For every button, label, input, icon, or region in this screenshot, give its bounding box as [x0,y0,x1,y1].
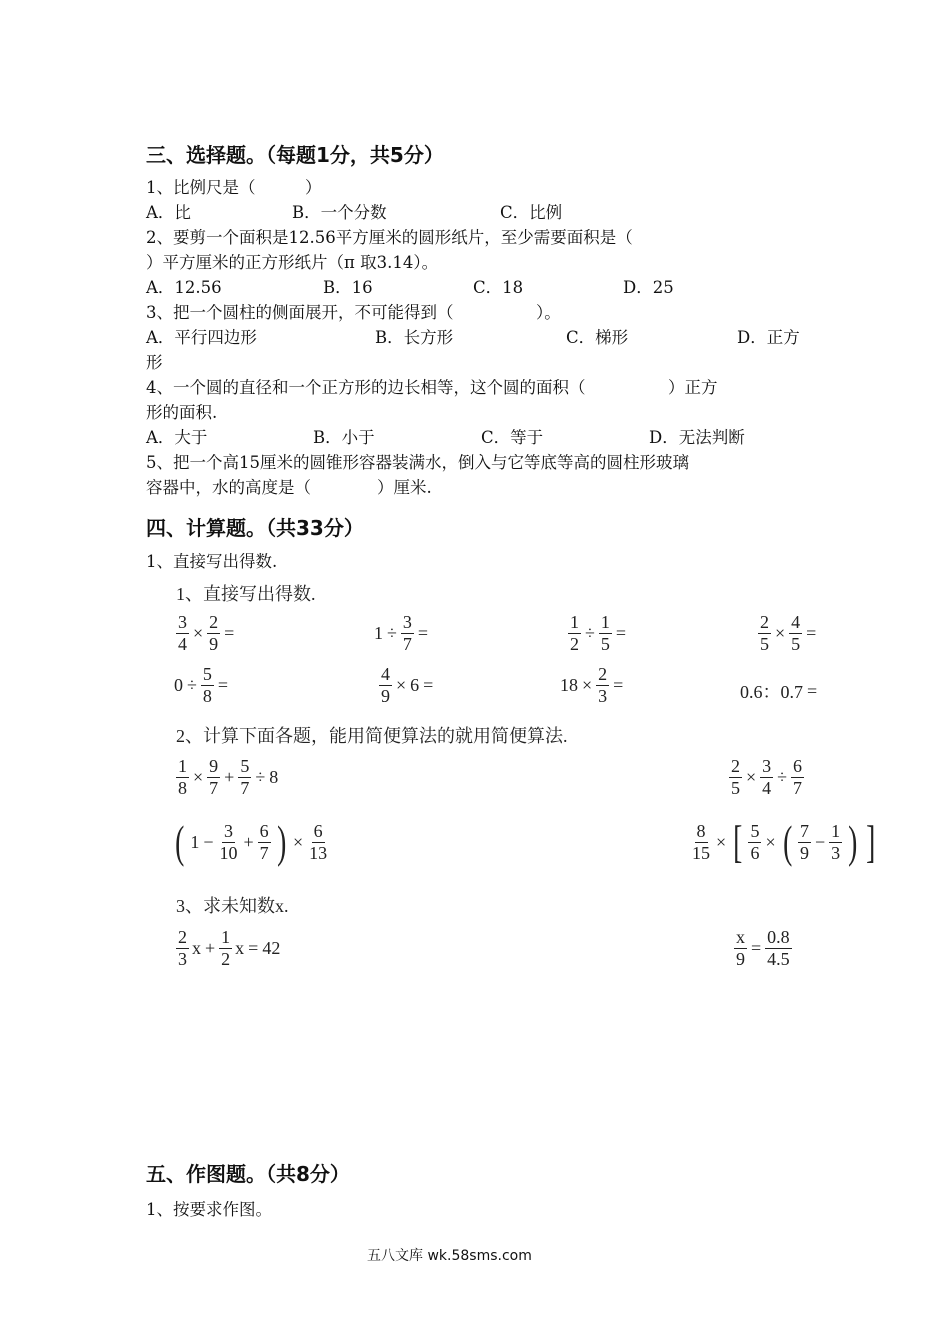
q2-option-d: D．25 [623,278,674,297]
q3-option-d-wrap: 形 [146,353,163,372]
fraction: $\frac{2}{3}$ [598,664,608,706]
right-bracket: ] [866,816,876,867]
q4-text-line1: 4、一个圆的直径和一个正方形的边长相等，这个圆的面积（ ）正方 [146,378,718,397]
q3-option-d: D．正方 [737,328,800,347]
q5-text-line1: 5、把一个高15厘米的圆锥形容器装满水，倒入与它等底等高的圆柱形玻璃 [146,453,689,472]
q1-option-b: B．一个分数 [292,203,387,222]
expr-r1-4: $\frac{2}{5}$ × $\frac{4}{5}$ = [760,612,817,654]
q1-option-c: C．比例 [500,203,563,222]
q3-option-a: A．平行四边形 [146,328,257,347]
left-paren: ( [175,816,185,867]
expr-r2-1: 0 ÷ $\frac{5}{8}$ = [174,664,229,706]
q5-text-line2: 容器中，水的高度是（ ）厘米. [146,478,432,497]
img-subtitle-3: 3、求未知数x. [176,896,289,916]
q1-text: 1、比例尺是（ ） [146,178,322,197]
img-subtitle-1: 1、直接写出得数. [176,584,316,604]
section4-title: 四、计算题。（共33分） [146,516,364,540]
q4-option-b: B．小于 [313,428,375,447]
fraction: $\frac{4}{9}$ [381,664,390,706]
fraction: $\frac{5}{6}$ [750,820,760,863]
fraction: $\frac{3}{7}$ [402,612,412,654]
s4-q1-text: 1、直接写出得数. [146,552,278,571]
fraction: $\frac{8}{15}$ [692,820,710,863]
q2-option-a: A．12.56 [146,278,222,297]
expr-r2-2: $\frac{4}{9}$ × 6 = [381,664,434,706]
expr-r1-2: 1 ÷ $\frac{3}{7}$ = [374,612,429,654]
q1-option-a: A．比 [146,203,191,222]
expr-r2-3: 18 × $\frac{2}{3}$ = [560,664,624,706]
q4-text-line2: 形的面积. [146,403,218,422]
fraction: $\frac{2}{5}$ [760,612,769,654]
fraction: $\frac{7}{9}$ [799,820,809,863]
fraction: $\frac{1}{8}$ [178,756,187,798]
fraction: $\frac{2}{3}$ [178,927,187,969]
q2-option-b: B．16 [323,278,373,297]
fraction: $\frac{9}{7}$ [209,756,219,798]
expr-p2-4: $\frac{8}{15}$ × [ $\frac{5}{6}$ × ( $\frac{7}{9}$ − $\frac{1}{3}$ ) ] [692,816,876,867]
img-subtitle-2: 2、计算下面各题，能用简便算法的就用简便算法. [176,726,568,746]
fraction: $\frac{6}{7}$ [259,820,269,863]
q3-option-c: C．梯形 [566,328,629,347]
q4-option-c: C．等于 [481,428,544,447]
expr-p2-2: $\frac{2}{5}$ × $\frac{3}{4}$ ÷ $\frac{6}{7}$ [731,756,803,798]
fraction: $\frac{5}{7}$ [240,756,250,798]
equation-1: $\frac{2}{3}$ x + $\frac{1}{2}$ x = 42 [178,927,281,969]
fraction: $\frac{4}{5}$ [791,612,801,654]
expr-r1-1: $\frac{3}{4}$ × $\frac{2}{9}$ = [178,612,235,654]
fraction: $\frac{0.8}{4.5}$ [767,927,790,969]
fraction: $\frac{1}{3}$ [831,820,841,863]
section3-title: 三、选择题。（每题1分，共5分） [146,143,444,167]
q2-option-c: C．18 [473,278,524,297]
q2-text-line2: ）平方厘米的正方形纸片（π 取3.14）。 [146,253,439,272]
q4-option-d: D．无法判断 [649,428,745,447]
fraction: $\frac{6}{7}$ [793,756,803,798]
fraction: $\frac{1}{2}$ [221,927,231,969]
s5-q1-text: 1、按要求作图。 [146,1200,272,1219]
fraction: $\frac{6}{13}$ [309,820,328,863]
left-bracket: [ [733,816,743,867]
q2-text-line1: 2、要剪一个面积是12.56平方厘米的圆形纸片，至少需要面积是（ [146,228,633,247]
fraction: $\frac{1}{5}$ [600,612,610,654]
fraction: $\frac{3}{4}$ [762,756,772,798]
left-paren: ( [782,816,792,867]
expr-r2-4: 0.6：0.7 = [740,680,818,702]
right-paren: ) [276,816,286,867]
fraction: $\frac{3}{10}$ [219,820,238,863]
fraction: $\frac{5}{8}$ [202,664,212,706]
equation-2: $\frac{x}{9}$ = $\frac{0.8}{4.5}$ [736,927,790,969]
right-paren: ) [848,816,858,867]
fraction: $\frac{x}{9}$ [736,927,745,969]
section5-title: 五、作图题。（共8分） [146,1162,350,1186]
q4-option-a: A．大于 [146,428,208,447]
expr-p2-1: $\frac{1}{8}$ × $\frac{9}{7}$ + $\frac{5}{7}$ ÷ 8 [178,756,279,798]
q3-text: 3、把一个圆柱的侧面展开，不可能得到（ ）。 [146,303,561,322]
fraction: $\frac{3}{4}$ [178,612,187,654]
fraction: $\frac{2}{9}$ [209,612,219,654]
expr-p2-3: ( 1 − $\frac{3}{10}$ + $\frac{6}{7}$ ) × $\frac{6}{13}$ [175,816,328,867]
q3-option-b: B．长方形 [375,328,454,347]
fraction: $\frac{1}{2}$ [570,612,579,654]
expr-r1-3: $\frac{1}{2}$ ÷ $\frac{1}{5}$ = [570,612,627,654]
footer-watermark: 五八文库 wk.58sms.com [367,1248,532,1264]
fraction: $\frac{2}{5}$ [731,756,740,798]
